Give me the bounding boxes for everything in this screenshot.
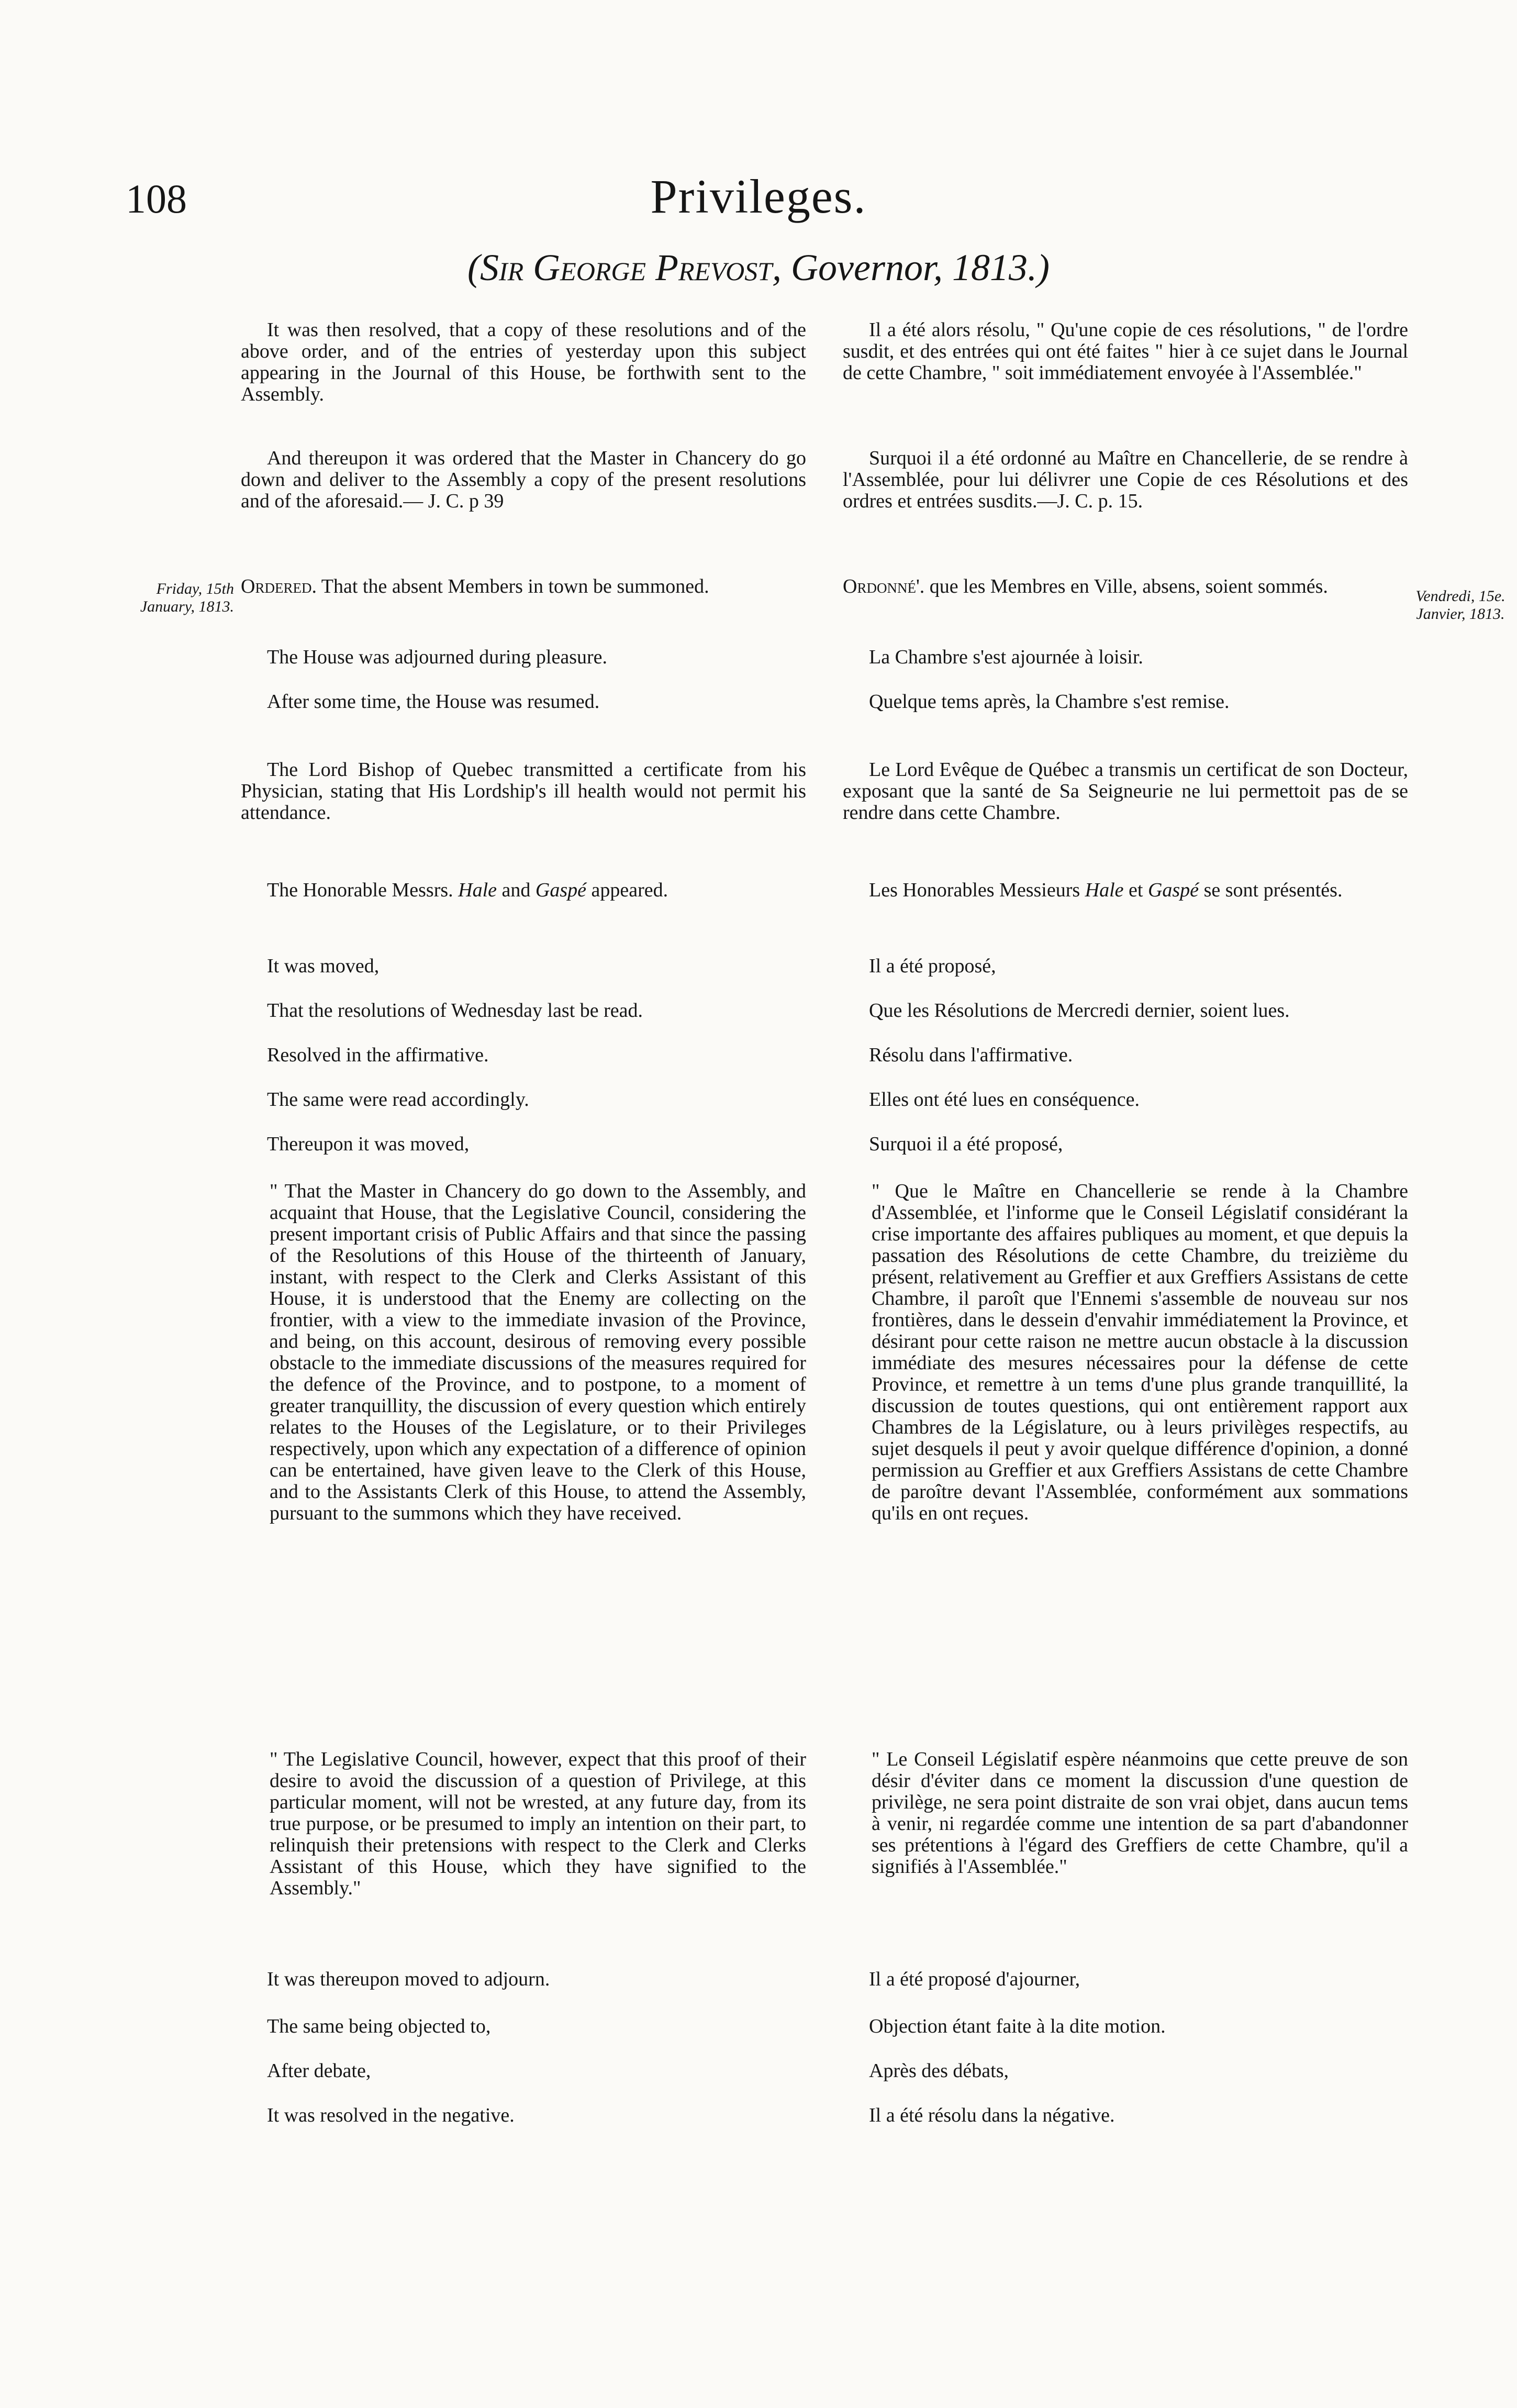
- fr-text: Les Honorables Messieurs: [869, 879, 1085, 901]
- fr-paragraph: Il a été proposé d'ajourner,: [869, 1968, 1080, 1990]
- fr-resolved-negative: [843, 2105, 1408, 2126]
- en-name-hale: Hale: [458, 879, 497, 901]
- en-paragraph: After some time, the House was resumed.: [267, 691, 600, 713]
- fr-paragraph: Objection étant faite à la dite motion.: [869, 2015, 1166, 2037]
- fr-paragraph: Après des débats,: [869, 2060, 1009, 2082]
- fr-paragraph: Il a été alors résolu, " Qu'une copie de ces résolutions, " de l'ordre susdit, et des entrées qui ont été faites " hier à ce sujet dans le Journal de cette Chambre, " soit immédiatement envoyée à l'Assemblée.": [843, 319, 1408, 384]
- fr-objected: [843, 2016, 1408, 2037]
- fr-quote-paragraph: " Le Conseil Législatif espère néanmoins que cette preuve de son désir d'éviter dans ce moment la discussion d'une question de privilège, ne sera point distraite de son vrai objet, dans aucun tems à venir, ni regardée comme une intention de sa part d'abandonner ses prétentions à l'égard des Greffiers de cette Chambre, qu'il a signifiés à l'Assemblée.": [872, 1748, 1408, 1878]
- fr-adjourned: [843, 647, 1408, 668]
- subtitle-open: (: [467, 247, 480, 288]
- subtitle: [0, 246, 1517, 290]
- fr-name-hale: Hale: [1085, 879, 1124, 901]
- page-number: 108: [126, 176, 187, 221]
- en-ordered-text: That the absent Members in town be summoned.: [316, 575, 709, 597]
- en-paragraph: The same being objected to,: [267, 2015, 491, 2037]
- fr-paragraph: [843, 880, 1408, 901]
- fr-paragraph: Que les Résolutions de Mercredi dernier, soient lues.: [869, 1000, 1290, 1022]
- fr-ordered-head: Ordonné'.: [843, 575, 925, 597]
- fr-name-gaspe: Gaspé: [1147, 879, 1199, 901]
- en-master-ordered: [241, 448, 806, 512]
- en-thereupon-moved: [241, 1134, 806, 1155]
- en-bishop-certificate: [241, 759, 806, 824]
- en-paragraph: Resolved in the affirmative.: [267, 1044, 489, 1066]
- en-adjourned: [241, 647, 806, 668]
- en-paragraph: It was then resolved, that a copy of these resolutions and of the above order, and of the entries of yesterday upon this subject appearing in the Journal of this House, be forthwith sent to the Assembly.: [241, 319, 806, 405]
- en-after-debate: [241, 2060, 806, 2082]
- fr-moved: [843, 956, 1408, 977]
- fr-quote-paragraph: " Que le Maître en Chancellerie se rende à la Chambre d'Assemblée, et l'informe que le Conseil Législatif considérant la crise importante des affaires publiques au moment, et que depuis la passation des Résolutions de cette Chambre, du treizième du présent, relativement au Greffier et aux Greffiers Assistans de cette Chambre, il paroît que l'Ennemi s'assemble de nouveau sur nos frontières, dans le dessein d'envahir immédiatement la Province, et désirant pour cette raison ne mettre aucun obstacle à la discussion immédiate des mesures nécessaires pour la défense de cette Province, et remettre à un tems d'une plus grande tranquillité, la discussion de toutes questions, qui ont entièrement rapport aux Chambres de la Législature, ou à leurs privilèges respectifs, au sujet desquels il peut y avoir quelque différence d'opinion, a donné permission au Greffier et aux Greffiers Assistans de cette Chambre de paroître devant l'Assemblée, conformément aux sommations qu'ils en ont reçues.: [872, 1180, 1408, 1524]
- fr-paragraph: La Chambre s'est ajournée à loisir.: [869, 646, 1143, 668]
- en-resumed: [241, 691, 806, 713]
- en-resolved-negative: [241, 2105, 806, 2126]
- en-messrs-appeared: [241, 880, 806, 901]
- en-paragraph: [241, 880, 806, 901]
- en-paragraph: And thereupon it was ordered that the Master in Chancery do go down and deliver to the Assembly a copy of the present resolutions and of the aforesaid.— J. C. p 39: [241, 447, 806, 512]
- fr-paragraph: Le Lord Evêque de Québec a transmis un certificat de son Docteur, exposant que la santé de Sa Seigneurie ne lui permettoit pas de se rendre dans cette Chambre.: [843, 759, 1408, 824]
- en-resolved-affirmative: [241, 1045, 806, 1066]
- en-quote-master: [241, 1181, 806, 1524]
- fr-paragraph: [843, 576, 1408, 597]
- fr-paragraph: Résolu dans l'affirmative.: [869, 1044, 1073, 1066]
- en-text: The Honorable Messrs.: [267, 879, 459, 901]
- en-name-gaspe: Gaspé: [535, 879, 586, 901]
- en-paragraph: Thereupon it was moved,: [267, 1133, 470, 1155]
- en-paragraph: That the resolutions of Wednesday last be read.: [267, 1000, 643, 1022]
- fr-quote-master: [843, 1181, 1408, 1524]
- fr-read-resolutions: [843, 1000, 1408, 1022]
- subtitle-rest: , Governor, 1813.): [772, 247, 1050, 288]
- fr-paragraph: Elles ont été lues en conséquence.: [869, 1089, 1140, 1111]
- fr-ordered-text: que les Membres en Ville, absens, soient sommés.: [924, 575, 1328, 597]
- fr-resolved-affirmative: [843, 1045, 1408, 1066]
- en-paragraph: The House was adjourned during pleasure.: [267, 646, 608, 668]
- en-quote-council: [241, 1749, 806, 1899]
- running-head: Privileges.: [650, 170, 867, 223]
- fr-after-debate: [843, 2060, 1408, 2082]
- fr-bishop-certificate: [843, 759, 1408, 824]
- en-quote-paragraph: " That the Master in Chancery do go down to the Assembly, and acquaint that House, that the Legislative Council, considering the present important crisis of Public Affairs and that since the passing of the Resolutions of this House of the thirteenth of January, instant, with respect to the Clerk and Clerks Assistant of this House, it is understood that the Enemy are collecting on the frontier, with a view to the immediate invasion of the Province, and being, on this account, desirous of removing every possible obstacle to the immediate discussions of the measures required for the defence of the Province, and to postpone, to a moment of greater tranquillity, the discussion of every question which entirely relates to the Houses of the Legislature, or to their Privileges respectively, upon which any expectation of a difference of opinion can be entertained, have given leave to the Clerk of this House, and to the Assistants Clerk of this House, to attend the Assembly, pursuant to the summons which they have received.: [270, 1180, 806, 1524]
- fr-paragraph: Surquoi il a été proposé,: [869, 1133, 1063, 1155]
- margin-note-date-french: Vendredi, 15e. Janvier, 1813.: [1415, 587, 1505, 623]
- en-paragraph: After debate,: [267, 2060, 371, 2082]
- en-objected: [241, 2016, 806, 2037]
- en-read-accordingly: [241, 1089, 806, 1111]
- fr-resumed: [843, 691, 1408, 713]
- en-ordered-head: Ordered.: [241, 575, 317, 597]
- en-paragraph: [241, 576, 806, 597]
- en-quote-paragraph: " The Legislative Council, however, expect that this proof of their desire to avoid the discussion of a question of Privilege, at this particular moment, will not be wrested, at any future day, from its true purpose, or be presumed to imply an intention on their part, to relinquish their pretensions with respect to the Clerk and Clerks Assistant of this House, which they have signified to the Assembly.": [270, 1748, 806, 1899]
- fr-text: se sont présentés.: [1199, 879, 1343, 901]
- en-paragraph: It was thereupon moved to adjourn.: [267, 1968, 550, 1990]
- en-paragraph: It was moved,: [267, 955, 380, 977]
- fr-thereupon-moved: [843, 1134, 1408, 1155]
- en-paragraph: The same were read accordingly.: [267, 1089, 529, 1111]
- subtitle-name: Sir George Prevost: [479, 247, 773, 288]
- fr-ordered-summoned: [843, 576, 1408, 597]
- fr-moved-adjourn: [843, 1969, 1408, 1990]
- en-resolution-copy: [241, 319, 806, 405]
- en-text: appeared.: [586, 879, 668, 901]
- en-read-resolutions: [241, 1000, 806, 1022]
- en-paragraph: It was resolved in the negative.: [267, 2104, 515, 2126]
- en-moved: [241, 956, 806, 977]
- en-moved-adjourn: [241, 1969, 806, 1990]
- fr-master-ordered: [843, 448, 1408, 512]
- en-text: and: [497, 879, 536, 901]
- en-paragraph: The Lord Bishop of Quebec transmitted a certificate from his Physician, stating that His Lordship's ill health would not permit his attendance.: [241, 759, 806, 824]
- fr-resolution-copy: [843, 319, 1408, 384]
- fr-paragraph: Surquoi il a été ordonné au Maître en Chancellerie, de se rendre à l'Assemblée, pour lui délivrer une Copie de ces Résolutions et des ordres et entrées susdits.—J. C. p. 15.: [843, 447, 1408, 512]
- fr-paragraph: Il a été proposé,: [869, 955, 996, 977]
- fr-paragraph: Quelque tems après, la Chambre s'est remise.: [869, 691, 1230, 713]
- fr-read-accordingly: [843, 1089, 1408, 1111]
- margin-note-date-english: Friday, 15th January, 1813.: [140, 580, 234, 615]
- fr-paragraph: Il a été résolu dans la négative.: [869, 2104, 1115, 2126]
- fr-text: et: [1123, 879, 1148, 901]
- en-ordered-summoned: [241, 576, 806, 597]
- fr-quote-council: [843, 1749, 1408, 1878]
- fr-messrs-appeared: [843, 880, 1408, 901]
